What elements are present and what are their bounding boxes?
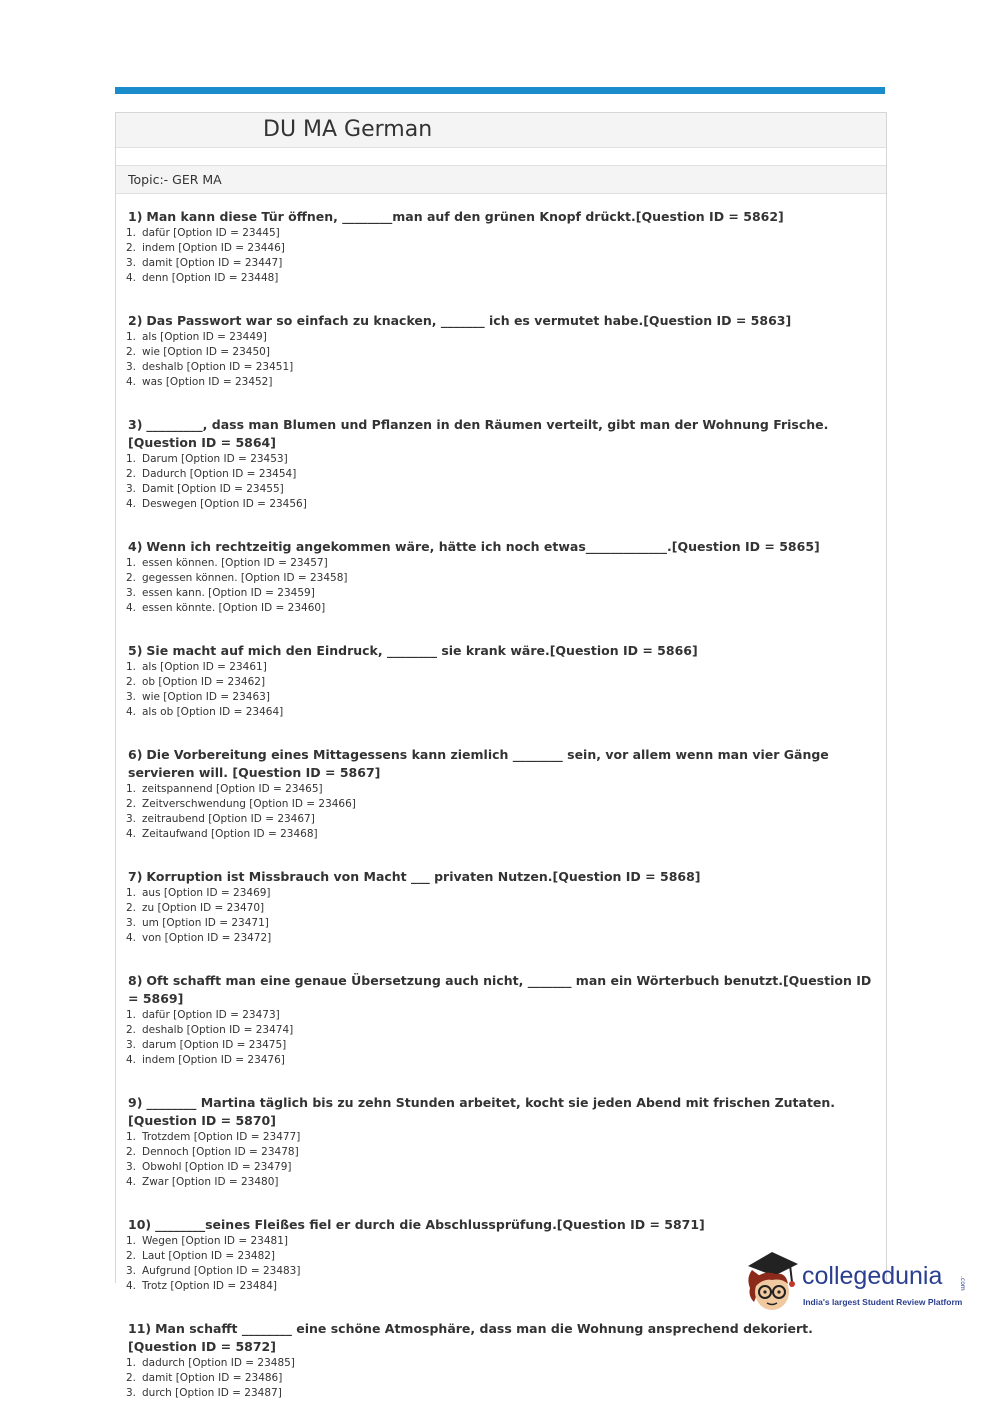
question-stem: Man kann diese Tür öffnen, ________man auf den grünen Knopf drückt.[Question ID = 5862] (146, 209, 784, 224)
option-list (116, 1356, 886, 1401)
question-number: 9) (128, 1095, 143, 1110)
option-text: essen könnte. [Option ID = 23460] (142, 602, 326, 614)
question-stem: ________seines Fleißes fiel er durch die Abschlussprüfung.[Question ID = 5871] (155, 1217, 705, 1232)
option-item (116, 886, 886, 901)
question-stem: Sie macht auf mich den Eindruck, ________ sie krank wäre.[Question ID = 5866] (146, 643, 698, 658)
option-text: essen können. [Option ID = 23457] (142, 557, 328, 569)
question-stem: Oft schafft man eine genaue Übersetzung auch nicht, _______ man ein Wörterbuch benutzt.[Question ID = 5869] (128, 973, 872, 1006)
option-item (116, 797, 886, 812)
option-number: 4. (126, 498, 137, 510)
option-text: damit [Option ID = 23447] (142, 257, 283, 269)
question-block (116, 972, 886, 1068)
option-text: indem [Option ID = 23446] (142, 242, 285, 254)
option-number: 1. (126, 453, 137, 465)
question-text (116, 312, 886, 330)
option-item (116, 571, 886, 586)
question-text (116, 642, 886, 660)
question-text (116, 972, 886, 1008)
option-text: dafür [Option ID = 23473] (142, 1009, 280, 1021)
option-list (116, 782, 886, 842)
option-text: als ob [Option ID = 23464] (142, 706, 284, 718)
option-list (116, 226, 886, 286)
option-list (116, 556, 886, 616)
option-text: wie [Option ID = 23463] (142, 691, 270, 703)
option-text: Trotzdem [Option ID = 23477] (142, 1131, 301, 1143)
option-item (116, 916, 886, 931)
option-number: 1. (126, 557, 137, 569)
option-text: darum [Option ID = 23475] (142, 1039, 287, 1051)
question-number: 1) (128, 209, 143, 224)
option-item (116, 1160, 886, 1175)
question-stem: _________, dass man Blumen und Pflanzen in den Räumen verteilt, gibt man der Wohnung Frische.[Question ID = 5864] (128, 417, 829, 450)
option-text: dafür [Option ID = 23445] (142, 227, 280, 239)
option-item (116, 660, 886, 675)
option-text: Darum [Option ID = 23453] (142, 453, 288, 465)
option-item (116, 1386, 886, 1401)
option-item (116, 345, 886, 360)
option-item (116, 330, 886, 345)
option-number: 2. (126, 676, 137, 688)
option-text: damit [Option ID = 23486] (142, 1372, 283, 1384)
option-item (116, 1038, 886, 1053)
option-item (116, 812, 886, 827)
question-text (116, 416, 886, 452)
option-item (116, 556, 886, 571)
question-number: 3) (128, 417, 143, 432)
option-item (116, 256, 886, 271)
option-item (116, 1130, 886, 1145)
option-text: als [Option ID = 23449] (142, 331, 267, 343)
option-number: 2. (126, 1372, 137, 1384)
option-number: 3. (126, 691, 137, 703)
option-number: 1. (126, 1131, 137, 1143)
option-list (116, 1008, 886, 1068)
option-item (116, 241, 886, 256)
option-number: 4. (126, 706, 137, 718)
option-text: Damit [Option ID = 23455] (142, 483, 284, 495)
question-text (116, 868, 886, 886)
option-item (116, 467, 886, 482)
top-accent-bar (115, 87, 885, 94)
option-number: 4. (126, 272, 137, 284)
option-item (116, 827, 886, 842)
question-text (116, 1320, 886, 1356)
question-block (116, 642, 886, 720)
option-text: denn [Option ID = 23448] (142, 272, 279, 284)
option-text: deshalb [Option ID = 23474] (142, 1024, 294, 1036)
question-number: 6) (128, 747, 143, 762)
option-item (116, 1356, 886, 1371)
logo-tagline: India's largest Student Review Platform (803, 1297, 963, 1307)
option-text: Zwar [Option ID = 23480] (142, 1176, 279, 1188)
option-number: 1. (126, 1235, 137, 1247)
question-number: 8) (128, 973, 143, 988)
option-number: 2. (126, 902, 137, 914)
option-number: 4. (126, 1280, 137, 1292)
option-text: wie [Option ID = 23450] (142, 346, 270, 358)
option-text: von [Option ID = 23472] (142, 932, 272, 944)
option-list (116, 330, 886, 390)
option-item (116, 901, 886, 916)
option-text: zeitraubend [Option ID = 23467] (142, 813, 315, 825)
option-text: aus [Option ID = 23469] (142, 887, 271, 899)
option-item (116, 1008, 886, 1023)
question-stem: Korruption ist Missbrauch von Macht ___ privaten Nutzen.[Question ID = 5868] (146, 869, 701, 884)
option-item (116, 497, 886, 512)
option-number: 4. (126, 1054, 137, 1066)
option-number: 4. (126, 1176, 137, 1188)
option-item (116, 705, 886, 720)
question-block (116, 1094, 886, 1190)
option-number: 4. (126, 602, 137, 614)
option-item (116, 375, 886, 390)
question-list (116, 208, 886, 1427)
option-text: ob [Option ID = 23462] (142, 676, 266, 688)
option-item (116, 226, 886, 241)
option-number: 2. (126, 572, 137, 584)
question-stem: ________ Martina täglich bis zu zehn Stunden arbeitet, kocht sie jeden Abend mit frischen Zutaten.[Question ID = 5870] (128, 1095, 836, 1128)
option-number: 1. (126, 227, 137, 239)
option-item (116, 586, 886, 601)
question-block (116, 746, 886, 842)
title-band (116, 113, 886, 148)
option-item (116, 782, 886, 797)
option-number: 3. (126, 1161, 137, 1173)
question-text (116, 208, 886, 226)
option-number: 3. (126, 361, 137, 373)
question-block (116, 416, 886, 512)
option-number: 1. (126, 1357, 137, 1369)
option-number: 2. (126, 798, 137, 810)
option-item (116, 1371, 886, 1386)
option-item (116, 1175, 886, 1190)
question-stem: Wenn ich rechtzeitig angekommen wäre, hätte ich noch etwas_____________.[Question ID = 5865] (146, 539, 820, 554)
option-number: 4. (126, 932, 137, 944)
option-item (116, 452, 886, 467)
option-number: 2. (126, 1146, 137, 1158)
question-block (116, 868, 886, 946)
question-text (116, 1094, 886, 1130)
option-text: als [Option ID = 23461] (142, 661, 267, 673)
question-block (116, 208, 886, 286)
option-item (116, 601, 886, 616)
option-text: durch [Option ID = 23487] (142, 1387, 282, 1399)
topic-band (116, 166, 886, 194)
option-number: 3. (126, 917, 137, 929)
option-text: essen kann. [Option ID = 23459] (142, 587, 315, 599)
option-item (116, 675, 886, 690)
option-text: Dennoch [Option ID = 23478] (142, 1146, 299, 1158)
option-item (116, 931, 886, 946)
option-text: Dadurch [Option ID = 23454] (142, 468, 297, 480)
option-text: was [Option ID = 23452] (142, 376, 273, 388)
option-number: 3. (126, 1039, 137, 1051)
option-text: Zeitaufwand [Option ID = 23468] (142, 828, 318, 840)
option-text: indem [Option ID = 23476] (142, 1054, 285, 1066)
question-text (116, 746, 886, 782)
option-item (116, 271, 886, 286)
option-item (116, 482, 886, 497)
option-list (116, 886, 886, 946)
question-block (116, 312, 886, 390)
question-text (116, 538, 886, 556)
option-item (116, 360, 886, 375)
option-text: zeitspannend [Option ID = 23465] (142, 783, 323, 795)
option-text: Zeitverschwendung [Option ID = 23466] (142, 798, 356, 810)
question-number: 2) (128, 313, 143, 328)
option-text: deshalb [Option ID = 23451] (142, 361, 294, 373)
option-number: 1. (126, 661, 137, 673)
question-stem: Die Vorbereitung eines Mittagessens kann ziemlich ________ sein, vor allem wenn man vier Gänge servieren will. [Question ID = 5867] (128, 747, 829, 780)
option-number: 1. (126, 783, 137, 795)
option-number: 3. (126, 1387, 137, 1399)
option-number: 4. (126, 376, 137, 388)
option-item (116, 690, 886, 705)
spacer-band (116, 148, 886, 166)
page-title: DU MA German (263, 117, 433, 142)
option-text: gegessen können. [Option ID = 23458] (142, 572, 348, 584)
option-number: 2. (126, 242, 137, 254)
question-text (116, 1216, 886, 1234)
question-number: 7) (128, 869, 143, 884)
option-text: dadurch [Option ID = 23485] (142, 1357, 295, 1369)
option-list (116, 1130, 886, 1190)
question-stem: Man schafft ________ eine schöne Atmosphäre, dass man die Wohnung ansprechend dekoriert.[Question ID = 5872] (128, 1321, 813, 1354)
option-item (116, 1053, 886, 1068)
question-number: 4) (128, 539, 143, 554)
logo-brand: collegedunia (802, 1262, 943, 1290)
question-number: 5) (128, 643, 143, 658)
option-number: 2. (126, 468, 137, 480)
option-number: 2. (126, 1250, 137, 1262)
mascot-icon (742, 1248, 802, 1318)
option-number: 1. (126, 331, 137, 343)
option-text: Aufgrund [Option ID = 23483] (142, 1265, 301, 1277)
option-number: 2. (126, 346, 137, 358)
option-number: 1. (126, 1009, 137, 1021)
option-number: 3. (126, 483, 137, 495)
option-number: 3. (126, 587, 137, 599)
option-number: 1. (126, 887, 137, 899)
option-number: 3. (126, 257, 137, 269)
option-list (116, 660, 886, 720)
option-list (116, 452, 886, 512)
question-block (116, 538, 886, 616)
option-text: Trotz [Option ID = 23484] (142, 1280, 277, 1292)
option-number: 3. (126, 1265, 137, 1277)
option-number: 3. (126, 813, 137, 825)
option-item (116, 1234, 886, 1249)
topic-label: Topic:- GER MA (128, 172, 222, 187)
option-item (116, 1145, 886, 1160)
question-stem: Das Passwort war so einfach zu knacken, _______ ich es vermutet habe.[Question ID = 5863] (146, 313, 792, 328)
option-text: Obwohl [Option ID = 23479] (142, 1161, 292, 1173)
option-item (116, 1023, 886, 1038)
question-block (116, 1320, 886, 1401)
option-text: Deswegen [Option ID = 23456] (142, 498, 307, 510)
collegedunia-logo (742, 1248, 972, 1318)
question-number: 10) (128, 1217, 152, 1232)
option-text: um [Option ID = 23471] (142, 917, 269, 929)
logo-tld: .com (959, 1276, 966, 1291)
option-text: Laut [Option ID = 23482] (142, 1250, 276, 1262)
option-text: Wegen [Option ID = 23481] (142, 1235, 288, 1247)
option-number: 4. (126, 828, 137, 840)
question-number: 11) (128, 1321, 152, 1336)
option-text: zu [Option ID = 23470] (142, 902, 265, 914)
option-number: 2. (126, 1024, 137, 1036)
